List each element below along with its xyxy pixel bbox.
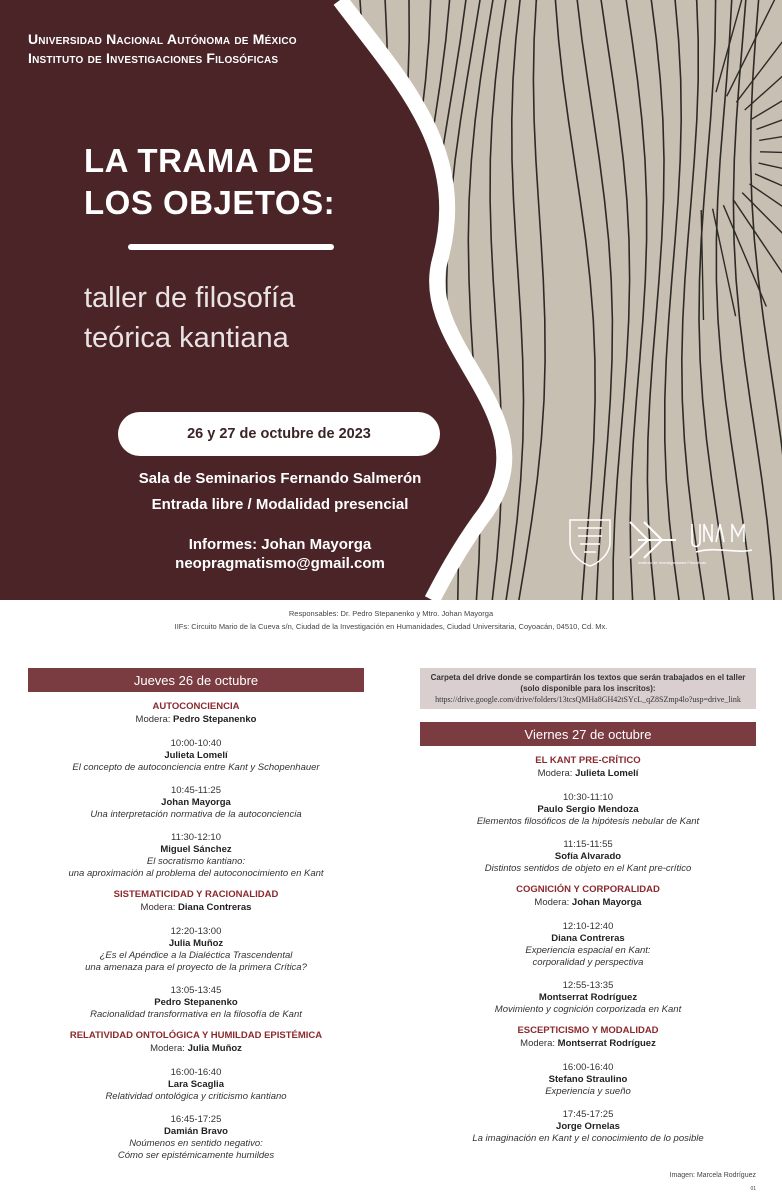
session-title: ESCEPTICISMO Y MODALIDAD xyxy=(517,1025,659,1036)
moderator-label: Modera: xyxy=(520,1038,556,1049)
university-name xyxy=(28,30,297,68)
talk-title: Relatividad ontológica y criticismo kantiano xyxy=(105,1091,287,1102)
organizers-line: Responsables: Dr. Pedro Stepanenko y Mtro. Johan Mayorga xyxy=(288,609,494,618)
talk-item xyxy=(420,792,756,828)
talk-time: 11:15-11:55 xyxy=(563,839,613,850)
talk-item xyxy=(28,985,364,1021)
drive-link[interactable]: https://drive.google.com/drive/folders/13tcsQMHa8GH42tSYcL_qZ8SZmp4lo?usp=drive_link xyxy=(435,695,741,704)
talk-time: 17:45-17:25 xyxy=(562,1109,614,1120)
talk-item xyxy=(420,980,756,1016)
talk-time: 12:10-12:40 xyxy=(562,921,614,932)
subtitle-line-1: taller de filosofía xyxy=(84,282,296,314)
university-line: Universidad Nacional Autónoma de México xyxy=(28,31,297,47)
address-line: IIFs: Circuito Mario de la Cueva s/n, Ciudad de la Investigación en Humanidades, Ciudad Universitaria, Coyoacán, 04510, Cd. Mx. xyxy=(174,622,608,631)
talk-speaker: Sofía Alvarado xyxy=(554,851,622,862)
talk-time: 16:00-16:40 xyxy=(170,1067,222,1078)
moderator-name: Diana Contreras xyxy=(178,902,252,913)
image-credit: Imagen: Marcela Rodríguez xyxy=(669,1172,756,1179)
title-line-1: LA TRAMA DE xyxy=(84,142,315,179)
contact-email[interactable]: neopragmatismo@gmail.com xyxy=(175,555,385,572)
subtitle-line-2: teórica kantiana xyxy=(84,322,289,354)
talk-title: La imaginación en Kant y el conocimiento de lo posible xyxy=(472,1133,704,1144)
moderator-label: Modera: xyxy=(135,714,171,725)
talk-item xyxy=(28,738,364,774)
moderator-name: Julia Muñoz xyxy=(187,1043,242,1054)
day1-schedule xyxy=(28,700,364,1162)
day1-header: Jueves 26 de octubre xyxy=(28,668,364,692)
moderator-name: Montserrat Rodríguez xyxy=(557,1038,656,1049)
talk-title: ¿Es el Apéndice a la Dialéctica Trascendental xyxy=(99,950,293,961)
talk-speaker: Miguel Sánchez xyxy=(160,844,232,855)
title-divider xyxy=(128,244,334,250)
talk-item xyxy=(420,921,756,969)
moderator-label: Modera: xyxy=(534,897,570,908)
event-dates: 26 y 27 de octubre de 2023 xyxy=(118,412,440,456)
talk-item xyxy=(28,1067,364,1103)
talk-title: Experiencia espacial en Kant: xyxy=(525,945,651,956)
talk-title: Racionalidad transformativa en la filosofía de Kant xyxy=(90,1009,302,1020)
institution-logos xyxy=(566,512,756,568)
talk-title: El socratismo kantiano: xyxy=(146,856,246,867)
talk-title: Cómo ser epistémicamente humildes xyxy=(117,1150,275,1161)
session-title: COGNICIÓN Y CORPORALIDAD xyxy=(516,884,660,895)
event-title xyxy=(84,140,335,224)
session-title: EL KANT PRE-CRÍTICO xyxy=(535,755,641,766)
talk-title: Una interpretación normativa de la autoconciencia xyxy=(90,809,302,820)
page-number: 01 xyxy=(750,1186,756,1192)
talk-item xyxy=(28,926,364,974)
iif-logo-icon xyxy=(630,522,676,558)
moderator-label: Modera: xyxy=(150,1043,185,1054)
talk-title: El concepto de autoconciencia entre Kant y Schopenhauer xyxy=(72,762,320,773)
talk-speaker: Diana Contreras xyxy=(551,933,625,944)
talk-speaker: Julieta Lomelí xyxy=(164,750,228,761)
info-contact: Informes: Johan Mayorga xyxy=(188,536,372,553)
talk-item xyxy=(420,839,756,875)
talk-speaker: Johan Mayorga xyxy=(161,797,231,808)
session-moderator xyxy=(28,713,364,727)
drive-description: Carpeta del drive donde se compartirán los textos que serán trabajados en el taller (solo disponible para los inscritos): xyxy=(430,673,746,693)
moderator-name: Pedro Stepanenko xyxy=(173,714,257,725)
session-moderator xyxy=(420,1037,756,1051)
talk-title: una amenaza para el proyecto de la primera Crítica? xyxy=(85,962,307,973)
title-line-2: LOS OBJETOS: xyxy=(84,184,336,221)
talk-speaker: Lara Scaglia xyxy=(168,1079,224,1090)
day2-schedule xyxy=(420,754,756,1145)
talk-title: Elementos filosóficos de la hipótesis nebular de Kant xyxy=(476,816,700,827)
talk-time: 11:30-12:10 xyxy=(170,832,221,843)
event-venue: Sala de Seminarios Fernando Salmerón xyxy=(138,470,422,487)
talk-item xyxy=(28,785,364,821)
talk-title: Noúmenos en sentido negativo: xyxy=(129,1138,263,1149)
session-moderator xyxy=(28,1042,364,1056)
talk-time: 12:55-13:35 xyxy=(562,980,614,991)
unam-sign-icon xyxy=(692,524,752,552)
day2-column xyxy=(420,722,756,1145)
session-moderator xyxy=(420,896,756,910)
session-moderator xyxy=(28,901,364,915)
talk-speaker: Stefano Straulino xyxy=(548,1074,628,1085)
day1-column xyxy=(28,668,364,1162)
talk-title: una aproximación al problema del autoconocimiento en Kant xyxy=(68,868,324,879)
talk-title: Movimiento y cognición corporizada en Kant xyxy=(494,1004,682,1015)
talk-time: 16:45-17:25 xyxy=(170,1114,222,1125)
moderator-label: Modera: xyxy=(537,768,573,779)
moderator-name: Johan Mayorga xyxy=(571,897,642,908)
talk-time: 16:00-16:40 xyxy=(562,1062,614,1073)
talk-title: Experiencia y sueño xyxy=(545,1086,631,1097)
institute-line: Instituto de Investigaciones Filosóficas xyxy=(28,50,279,66)
talk-speaker: Montserrat Rodríguez xyxy=(538,992,638,1003)
talk-item xyxy=(28,832,364,880)
talk-speaker: Jorge Ornelas xyxy=(556,1121,620,1132)
drive-folder-box xyxy=(420,668,756,709)
talk-speaker: Damián Bravo xyxy=(164,1126,228,1137)
talk-time: 13:05-13:45 xyxy=(170,985,222,996)
moderator-label: Modera: xyxy=(140,902,176,913)
event-access: Entrada libre / Modalidad presencial xyxy=(151,496,409,513)
talk-speaker: Julia Muñoz xyxy=(168,938,224,949)
moderator-name: Julieta Lomelí xyxy=(575,768,639,779)
unam-shield-icon xyxy=(570,520,610,566)
event-subtitle xyxy=(84,278,295,358)
talk-speaker: Pedro Stepanenko xyxy=(154,997,238,1008)
session-title: AUTOCONCIENCIA xyxy=(152,701,240,712)
talk-title: corporalidad y perspectiva xyxy=(532,957,644,968)
talk-title: Distintos sentidos de objeto en el Kant pre-crítico xyxy=(484,863,692,874)
iif-logo-text: Instituto de Investigaciones Filosóficas xyxy=(638,560,707,565)
talk-time: 10:30-11:10 xyxy=(562,792,613,803)
session-title: RELATIVIDAD ONTOLÓGICA Y HUMILDAD EPISTÉMICA xyxy=(69,1030,323,1041)
day2-header: Viernes 27 de octubre xyxy=(420,722,756,746)
talk-time: 10:00-10:40 xyxy=(170,738,222,749)
talk-speaker: Paulo Sergio Mendoza xyxy=(537,804,639,815)
talk-item xyxy=(420,1062,756,1098)
talk-time: 10:45-11:25 xyxy=(170,785,221,796)
talk-time: 12:20-13:00 xyxy=(170,926,222,937)
talk-item xyxy=(28,1114,364,1162)
session-moderator xyxy=(420,767,756,781)
talk-item xyxy=(420,1109,756,1145)
session-title: SISTEMATICIDAD Y RACIONALIDAD xyxy=(113,889,279,900)
